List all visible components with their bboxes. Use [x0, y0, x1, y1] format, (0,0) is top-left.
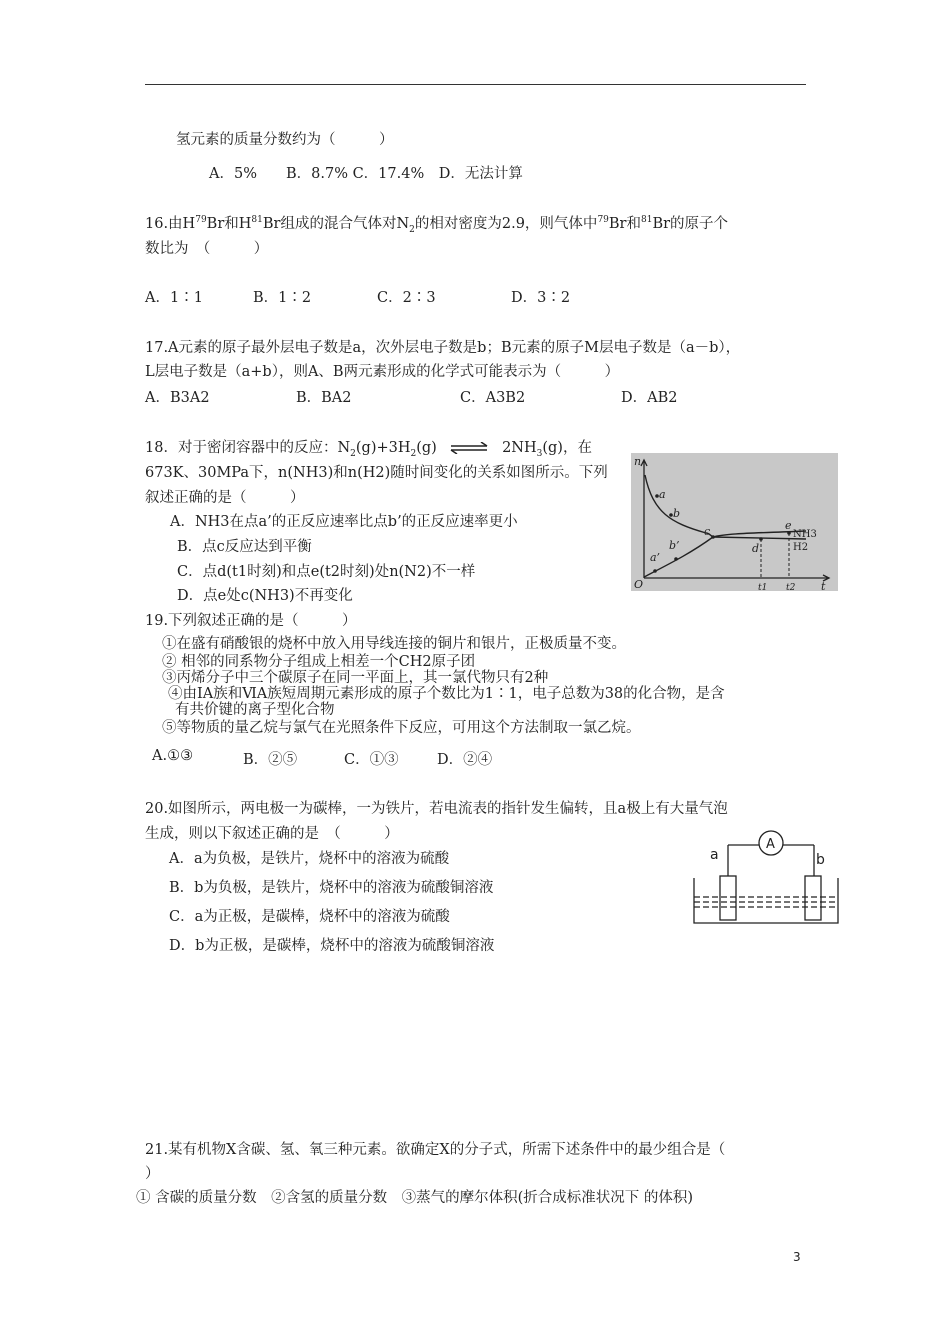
q18-text: (g)，在	[542, 440, 592, 456]
ammeter-label: A	[766, 837, 775, 852]
graph-point-b: b	[673, 507, 681, 520]
graph-point-a: a	[659, 488, 666, 501]
electrode-b	[805, 876, 821, 920]
q19-item-2: ② 相邻的同系物分子组成上相差一个CH2原子团	[162, 654, 476, 670]
q19-item-1: ①在盛有硝酸银的烧杯中放入用导线连接的铜片和银片，正极质量不变。	[162, 636, 626, 652]
graph-origin-label: O	[634, 578, 644, 591]
q18-sub: 2	[410, 448, 417, 459]
q17-line1: 17.A元素的原子最外层电子数是a，次外层电子数是b；B元素的原子M层电子数是（a－b），	[145, 340, 741, 356]
q18-text: 2NH	[502, 440, 537, 456]
q16-option-c: C．2∶3	[377, 290, 436, 306]
graph-background	[631, 453, 838, 591]
q16-text: Br和H	[206, 216, 252, 232]
point-c-dot	[711, 535, 715, 539]
q18-option-a: A．NH3在点a’的正反应速率比点b’的正反应速率更小	[170, 514, 518, 530]
q16-sup: 81	[251, 215, 263, 226]
q16-text: 16.由H	[145, 216, 196, 232]
q20-option-d: D．b为正极，是碳棒，烧杯中的溶液为硫酸铜溶液	[169, 938, 495, 954]
page-number: 3	[793, 1250, 801, 1264]
equilibrium-arrow-icon	[449, 442, 489, 454]
graph-x-label: t	[821, 580, 826, 591]
q15-stem-tail: 氢元素的质量分数约为（ ）	[176, 132, 394, 148]
q18-line3: 叙述正确的是（ ）	[145, 490, 305, 506]
q17-option-a: A．B3A2	[145, 390, 210, 406]
q21-line3: ① 含碳的质量分数 ②含氢的质量分数 ③蒸气的摩尔体积(折合成标准状况下 的体积)	[136, 1190, 694, 1206]
q18-line2: 673K、30MPa下，n(NH3)和n(H2)随时间变化的关系如图所示。下列	[145, 465, 608, 481]
point-a-prime-dot	[653, 569, 657, 573]
q16-text: Br组成的混合气体对N	[262, 216, 410, 232]
q20-cell-diagram	[690, 826, 842, 926]
q16-sub: 2	[409, 224, 415, 235]
q19-option-b: B．②⑤	[243, 752, 298, 768]
electrode-a-label: a	[710, 847, 719, 863]
q20-option-b: B．b为负极，是铁片，烧杯中的溶液为硫酸铜溶液	[169, 880, 494, 896]
graph-point-b-prime: b’	[669, 539, 680, 552]
q16-sup: 79	[195, 215, 207, 226]
q16-sup: 81	[640, 215, 653, 226]
q18-text: (g)	[416, 440, 437, 456]
q20-line2: 生成，则以下叙述正确的是 （ ）	[145, 826, 399, 842]
q20-option-a: A．a为负极，是铁片，烧杯中的溶液为硫酸	[169, 851, 450, 867]
point-d-dot	[759, 537, 763, 541]
graph-point-c: c	[704, 525, 711, 538]
q21-line1: 21.某有机物X含碳、氢、氧三种元素。欲确定X的分子式，所需下述条件中的最少组合是（	[145, 1142, 726, 1158]
q19-option-d: D．②④	[437, 752, 493, 768]
q18-sub: 2	[350, 448, 356, 459]
q16-text: Br的原子个	[652, 216, 729, 232]
q19-item-5: ⑤等物质的量乙烷与氯气在光照条件下反应，可用这个方法制取一氯乙烷。	[162, 720, 641, 736]
q20-line1: 20.如图所示，两电极一为碳棒，一为铁片，若电流表的指针发生偏转，且a极上有大量气泡	[145, 801, 728, 817]
graph-nh3-label: NH3	[793, 529, 817, 540]
q19-item-3: ③丙烯分子中三个碳原子在同一平面上，其一氯代物只有2种	[162, 670, 549, 686]
q18-graph	[631, 453, 838, 591]
q18-sub: 3	[536, 448, 543, 459]
header-rule	[145, 84, 806, 85]
q19-option-a: A.①③	[152, 748, 194, 764]
q19-option-c: C．①③	[344, 752, 399, 768]
electrode-a	[720, 876, 736, 920]
q17-option-d: D．AB2	[621, 390, 678, 406]
q15-options: A．5% B．8.7% C．17.4% D．无法计算	[209, 166, 523, 182]
q18-line1	[145, 436, 592, 459]
graph-t1-label: t1	[758, 583, 768, 591]
q17-option-c: C．A3B2	[460, 390, 526, 406]
point-b-prime-dot	[674, 557, 678, 561]
q16-line1	[145, 212, 728, 235]
q18-option-d: D．点e处c(NH3)不再变化	[177, 588, 353, 604]
q16-option-b: B．1∶2	[253, 290, 312, 306]
q18-option-b: B．点c反应达到平衡	[177, 539, 312, 555]
q19-stem: 19.下列叙述正确的是（ ）	[145, 613, 357, 629]
q17-option-b: B．BA2	[296, 390, 352, 406]
q18-text: (g)+3H	[355, 440, 411, 456]
q18-text: 18．对于密闭容器中的反应：N	[145, 440, 351, 456]
q18-option-c: C．点d(t1时刻)和点e(t2时刻)处n(N2)不一样	[177, 564, 476, 580]
graph-point-a-prime: a’	[650, 551, 661, 564]
q19-item-4: ④由ⅠA族和ⅥA族短周期元素形成的原子个数比为1∶1，电子总数为38的化合物，是含	[168, 686, 725, 702]
graph-y-label: n	[634, 455, 642, 468]
graph-h2-label: H2	[793, 542, 809, 553]
q16-option-d: D．3∶2	[511, 290, 571, 306]
q21-line2: ）	[145, 1166, 160, 1182]
q19-item-4-cont: 有共价键的离子型化合物	[175, 702, 335, 718]
graph-point-e: e	[785, 519, 792, 532]
graph-t2-label: t2	[786, 583, 796, 591]
q16-text: 的相对密度为2.9，则气体中	[414, 216, 598, 232]
q16-text: Br和	[608, 216, 641, 232]
q16-sup: 79	[597, 215, 609, 226]
graph-point-d: d	[752, 542, 760, 555]
electrode-b-label: b	[816, 852, 825, 868]
q16-option-a: A．1∶1	[145, 290, 203, 306]
q16-line2: 数比为 （ ）	[145, 241, 269, 257]
q17-line2: L层电子数是（a+b），则A、B两元素形成的化学式可能表示为（ ）	[145, 364, 620, 380]
q20-option-c: C．a为正极，是碳棒，烧杯中的溶液为硫酸	[169, 909, 450, 925]
